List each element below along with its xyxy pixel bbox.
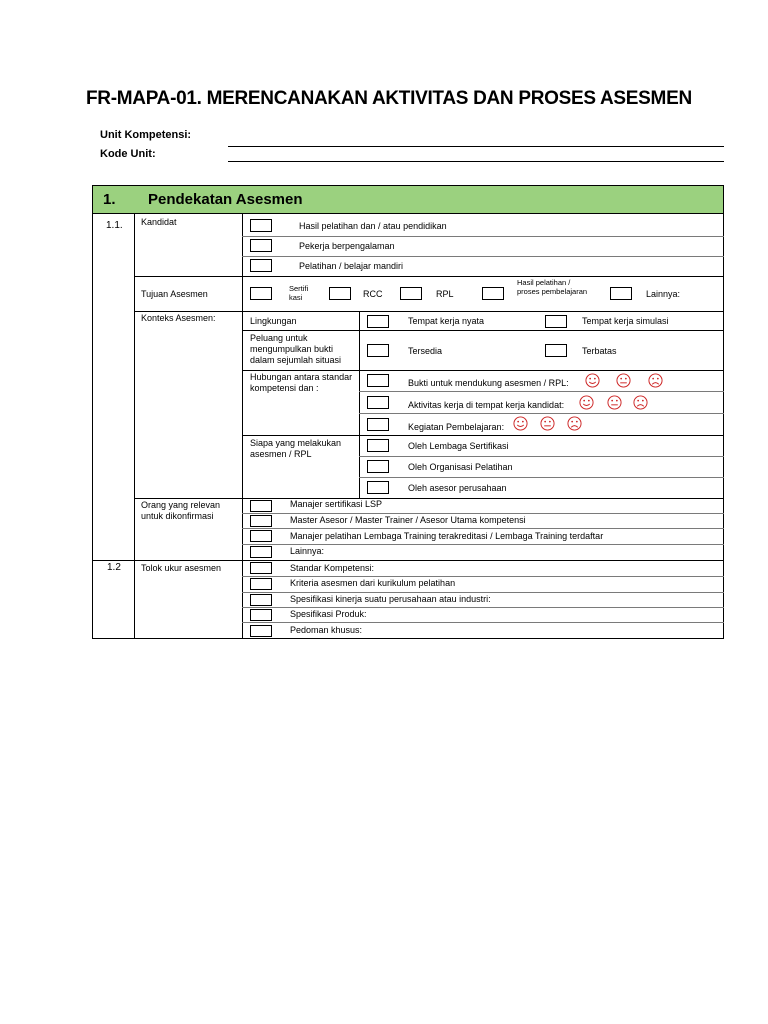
table-border-left	[92, 214, 93, 638]
orang-option-3-label: Manajer pelatihan Lembaga Training terakreditasi / Lembaga Training terdaftar	[290, 531, 604, 541]
orang-option-4-label: Lainnya:	[290, 546, 325, 556]
table-border-right	[723, 214, 724, 638]
row-divider	[134, 276, 724, 277]
kegiatan-checkbox[interactable]	[367, 418, 389, 431]
tolok-option-3-label: Spesifikasi kinerja suatu perusahaan atau industri:	[290, 594, 491, 604]
row-divider	[242, 370, 724, 371]
row-divider	[359, 391, 724, 392]
section-number: 1.	[103, 191, 116, 208]
tersedia-checkbox[interactable]	[367, 344, 389, 357]
kode-unit-field[interactable]	[228, 161, 724, 162]
orang-option-1-label: Manajer sertifikasi LSP	[290, 499, 383, 509]
terbatas-label: Terbatas	[582, 346, 617, 356]
smiley-sad-icon[interactable]	[648, 373, 663, 388]
terbatas-checkbox[interactable]	[545, 344, 567, 357]
tolok-option-2-label: Kriteria asesmen dari kurikulum pelatihan	[290, 578, 456, 588]
oleh-lsp-label: Oleh Lembaga Sertifikasi	[408, 441, 509, 451]
row-divider	[242, 607, 724, 608]
kandidat-option-3-checkbox[interactable]	[250, 259, 272, 272]
row-divider	[242, 544, 724, 545]
kandidat-option-2-label: Pekerja berpengalaman	[299, 241, 395, 251]
tolok-ukur-label: Tolok ukur asesmen	[141, 563, 222, 573]
hubungan-label: Hubungan antara standar kompetensi dan :	[250, 372, 353, 393]
smiley-happy-icon[interactable]	[579, 395, 594, 410]
kandidat-option-3-label: Pelatihan / belajar mandiri	[299, 261, 404, 271]
aktivitas-checkbox[interactable]	[367, 396, 389, 409]
peluang-label: Peluang untuk mengumpulkan bukti dalam sejumlah situasi	[250, 333, 342, 365]
row-number-1-1: 1.1.	[106, 220, 123, 231]
tolok-option-3-checkbox[interactable]	[250, 594, 272, 606]
row-divider	[242, 513, 724, 514]
tujuan-label: Tujuan Asesmen	[141, 289, 208, 299]
row-divider	[242, 622, 724, 623]
row-divider	[92, 560, 724, 561]
tempat-kerja-nyata-checkbox[interactable]	[367, 315, 389, 328]
rcc-checkbox[interactable]	[329, 287, 351, 300]
row-divider	[242, 576, 724, 577]
row-divider	[359, 413, 724, 414]
row-divider	[359, 456, 724, 457]
row-divider	[134, 498, 724, 499]
konteks-label: Konteks Asesmen:	[141, 313, 216, 323]
tolok-option-1-label: Standar Kompetensi:	[290, 563, 375, 573]
tempat-kerja-nyata-label: Tempat kerja nyata	[408, 316, 485, 326]
col-divider-context	[359, 311, 360, 498]
rpl-checkbox[interactable]	[400, 287, 422, 300]
rcc-label: RCC	[363, 289, 383, 299]
orang-option-1-checkbox[interactable]	[250, 500, 272, 512]
section-title: Pendekatan Asesmen	[148, 191, 303, 208]
row-divider	[242, 330, 724, 331]
row-divider	[242, 256, 724, 257]
row-divider	[242, 236, 724, 237]
oleh-lsp-checkbox[interactable]	[367, 439, 389, 452]
orang-label: Orang yang relevan untuk dikonfirmasi	[141, 500, 221, 521]
siapa-label: Siapa yang melakukan asesmen / RPL	[250, 438, 342, 459]
tersedia-label: Tersedia	[408, 346, 443, 356]
aktivitas-label: Aktivitas kerja di tempat kerja kandidat:	[408, 400, 565, 410]
orang-option-3-checkbox[interactable]	[250, 530, 272, 542]
smiley-neutral-icon[interactable]	[616, 373, 631, 388]
table-border-bottom	[92, 638, 724, 639]
hasil-pelatihan-label: Hasil pelatihan / proses pembelajaran	[517, 278, 588, 296]
row-divider	[242, 528, 724, 529]
bukti-checkbox[interactable]	[367, 374, 389, 387]
tempat-kerja-simulasi-label: Tempat kerja simulasi	[582, 316, 669, 326]
oleh-asesor-checkbox[interactable]	[367, 481, 389, 494]
sertifikasi-checkbox[interactable]	[250, 287, 272, 300]
unit-kompetensi-field[interactable]	[228, 146, 724, 147]
kode-unit-label: Kode Unit:	[100, 148, 156, 160]
oleh-org-checkbox[interactable]	[367, 460, 389, 473]
smiley-neutral-icon[interactable]	[540, 416, 555, 431]
row-divider	[242, 435, 724, 436]
tolok-option-4-label: Spesifikasi Produk:	[290, 609, 367, 619]
orang-option-2-label: Master Asesor / Master Trainer / Asesor Utama kompetensi	[290, 515, 526, 525]
sertifikasi-label: Sertifi kasi	[289, 284, 309, 302]
tolok-option-4-checkbox[interactable]	[250, 609, 272, 621]
col-divider-number	[134, 214, 135, 638]
unit-kompetensi-label: Unit Kompetensi:	[100, 129, 192, 141]
page-title: FR-MAPA-01. MERENCANAKAN AKTIVITAS DAN PROSES ASESMEN	[86, 88, 692, 109]
oleh-asesor-label: Oleh asesor perusahaan	[408, 483, 507, 493]
lingkungan-label: Lingkungan	[250, 316, 297, 326]
oleh-org-label: Oleh Organisasi Pelatihan	[408, 462, 513, 472]
smiley-sad-icon[interactable]	[633, 395, 648, 410]
hasil-pelatihan-checkbox[interactable]	[482, 287, 504, 300]
row-divider	[242, 592, 724, 593]
tolok-option-1-checkbox[interactable]	[250, 562, 272, 574]
lainnya-tujuan-checkbox[interactable]	[610, 287, 632, 300]
orang-option-4-checkbox[interactable]	[250, 546, 272, 558]
row-number-1-2: 1.2	[107, 562, 121, 573]
kandidat-option-1-label: Hasil pelatihan dan / atau pendidikan	[299, 221, 447, 231]
kegiatan-label: Kegiatan Pembelajaran:	[408, 422, 505, 432]
smiley-sad-icon[interactable]	[567, 416, 582, 431]
orang-option-2-checkbox[interactable]	[250, 515, 272, 527]
tolok-option-5-label: Pedoman khusus:	[290, 625, 363, 635]
row-divider	[359, 477, 724, 478]
rpl-label: RPL	[436, 289, 454, 299]
smiley-neutral-icon[interactable]	[607, 395, 622, 410]
tempat-kerja-simulasi-checkbox[interactable]	[545, 315, 567, 328]
tolok-option-2-checkbox[interactable]	[250, 578, 272, 590]
kandidat-option-1-checkbox[interactable]	[250, 219, 272, 232]
kandidat-label: Kandidat	[141, 217, 177, 227]
kandidat-option-2-checkbox[interactable]	[250, 239, 272, 252]
tolok-option-5-checkbox[interactable]	[250, 625, 272, 637]
lainnya-tujuan-label: Lainnya:	[646, 289, 681, 299]
bukti-label: Bukti untuk mendukung asesmen / RPL:	[408, 378, 569, 388]
smiley-happy-icon[interactable]	[513, 416, 528, 431]
col-divider-label	[242, 214, 243, 638]
row-divider	[134, 311, 724, 312]
smiley-happy-icon[interactable]	[585, 373, 600, 388]
